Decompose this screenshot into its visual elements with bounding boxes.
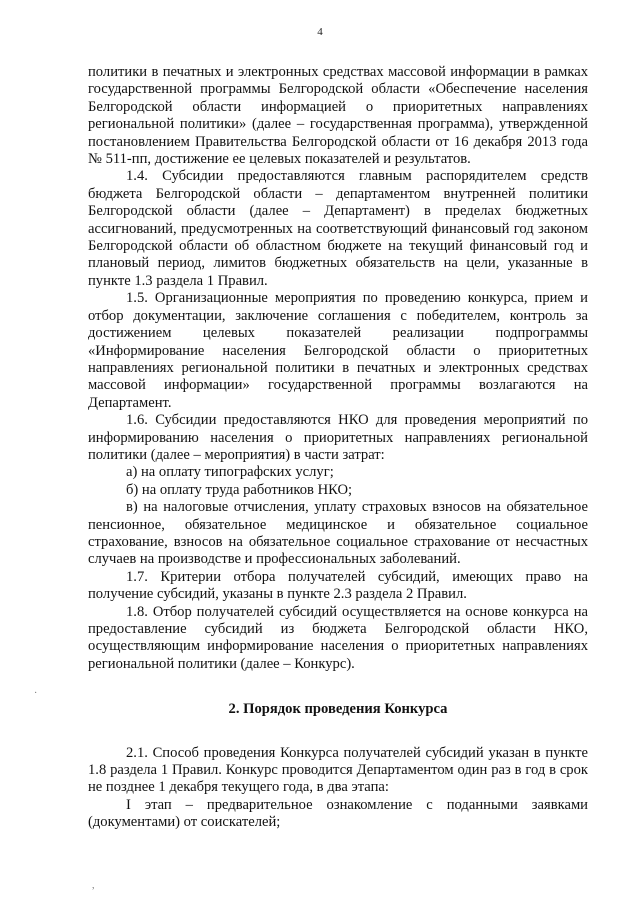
page-number: 4 — [317, 26, 323, 38]
paragraph-1-5: 1.5. Организационные мероприятия по проведению конкурса, прием и отбор документации, заключение соглашения с победителем, контроль за достижением целевых показателей реализации подпрограммы «Информирование населения Белгородской области о приоритетных направлениях региональной политики в печатных и электронных средствах массовой информации» государственной программы возлагаются на Департамент. — [88, 290, 588, 411]
list-item-a: а) на оплату типографских услуг; — [126, 464, 334, 481]
paragraph-1-6: 1.6. Субсидии предоставляются НКО для проведения мероприятий по информированию населения о приоритетных направлениях региональной политики (далее – мероприятия) в части затрат: — [88, 412, 588, 463]
paragraph-1-8: 1.8. Отбор получателей субсидий осуществляется на основе конкурса на предоставление субсидий из бюджета Белгородской области НКО, осуществляющим информирование населения о приоритетных направлениях региональной политики (далее – Конкурс). — [88, 603, 588, 672]
paragraph-stage-1: I этап – предварительное ознакомление с поданными заявками (документами) от соискателей; — [88, 796, 588, 831]
list-item-b: б) на оплату труда работников НКО; — [126, 481, 353, 498]
paragraph-1-7: 1.7. Критерии отбора получателей субсидий, имеющих право на получение субсидий, указаны в пункте 2.3 раздела 2 Правил. — [88, 568, 588, 603]
paragraph-continuation: политики в печатных и электронных средствах массовой информации в рамках государственной программы Белгородской области «Обеспечение населения Белгородской области информацией о приоритетных направлениях региональной политики» (далее – государственная программа), утвержденной постановлением Правительства Белгородской области от 16 декабря 2013 года № 511-пп, достижение ее целевых показателей и результатов. — [88, 64, 588, 168]
section-title: 2. Порядок проведения Конкурса — [228, 701, 448, 718]
paragraph-2-1: 2.1. Способ проведения Конкурса получателей субсидий указан в пункте 1.8 раздела 1 Правил. Конкурс проводится Департаментом один раз в год в срок не позднее 1 декабря текущего года, в два этапа: — [88, 744, 588, 796]
margin-mark: , — [92, 880, 95, 891]
margin-mark: · — [34, 688, 38, 699]
list-item-v: в) на налоговые отчисления, уплату страховых взносов на обязательное пенсионное, обязательное медицинское и обязательное социальное страхование, взносов на обязательное социальное страхование от несчастных случаев на производстве и профессиональных заболеваний. — [88, 499, 588, 568]
document-body — [88, 64, 588, 832]
paragraph-1-4: 1.4. Субсидии предоставляются главным распорядителем средств бюджета Белгородской области – департаментом внутренней политики Белгородской области (далее – Департамент) в пределах бюджетных ассигнований, предусмотренных на соответствующий финансовый год законом Белгородской области об областном бюджете на текущий финансовый год и плановый период, лимитов бюджетных обязательств на цели, указанные в пункте 1.3 раздела 1 Правил. — [88, 168, 588, 289]
